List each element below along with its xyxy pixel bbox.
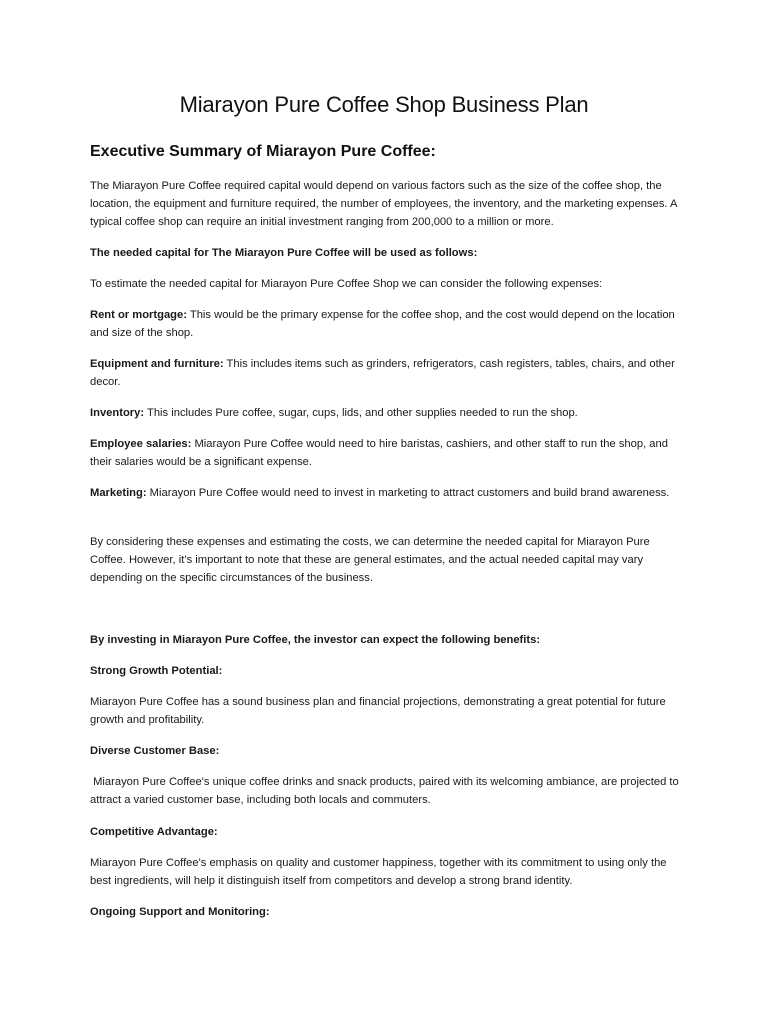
expense-inventory <box>90 404 682 422</box>
expense-marketing <box>90 484 682 502</box>
benefit-heading-support: Ongoing Support and Monitoring: <box>90 906 270 918</box>
expense-text: Miarayon Pure Coffee would need to hire baristas, cashiers, and other staff to run the shop, and their salaries would be a significant expense. <box>90 438 668 468</box>
expense-label: Employee salaries: <box>90 438 192 450</box>
expense-label: Inventory: <box>90 407 145 419</box>
page-title: Miarayon Pure Coffee Shop Business Plan <box>179 92 589 117</box>
expense-label: Equipment and furniture: <box>90 358 224 370</box>
benefit-heading-customers: Diverse Customer Base: <box>90 745 220 757</box>
expense-text: This includes items such as grinders, refrigerators, cash registers, tables, chairs, and other decor. <box>90 358 675 388</box>
expense-label: Rent or mortgage: <box>90 309 187 321</box>
expense-text: This would be the primary expense for the coffee shop, and the cost would depend on the location and size of the shop. <box>90 309 675 339</box>
expense-text: Miarayon Pure Coffee would need to invest in marketing to attract customers and build brand awareness. <box>146 487 670 499</box>
expense-salaries <box>90 435 682 471</box>
benefit-heading-growth: Strong Growth Potential: <box>90 665 223 677</box>
benefit-text-customers: Miarayon Pure Coffee's unique coffee drinks and snack products, paired with its welcoming ambiance, are projected to attract a varied customer base, including both locals and commuters. <box>90 776 682 806</box>
capital-intro-paragraph: To estimate the needed capital for Miarayon Pure Coffee Shop we can consider the following expenses: <box>90 278 603 290</box>
benefits-heading: By investing in Miarayon Pure Coffee, the investor can expect the following benefits: <box>90 634 541 646</box>
expense-text: This includes Pure coffee, sugar, cups, lids, and other supplies needed to run the shop. <box>144 407 578 419</box>
benefit-text-advantage: Miarayon Pure Coffee's emphasis on quality and customer happiness, together with its commitment to using only the best ingredients, will help it distinguish itself from competitors and develop a strong brand identity. <box>90 857 667 887</box>
intro-paragraph: The Miarayon Pure Coffee required capital would depend on various factors such as the size of the coffee shop, the location, the equipment and furniture required, the number of employees, the inventory, and the marketing expenses. A typical coffee shop can require an initial investment ranging from 200,000 to a million or more. <box>90 180 677 228</box>
capital-heading: The needed capital for The Miarayon Pure Coffee will be used as follows: <box>90 247 478 259</box>
section-heading: Executive Summary of Miarayon Pure Coffee: <box>90 143 436 160</box>
expense-label: Marketing: <box>90 487 147 499</box>
benefit-heading-advantage: Competitive Advantage: <box>90 826 218 838</box>
expense-rent <box>90 306 682 342</box>
expenses-conclusion-paragraph: By considering these expenses and estimating the costs, we can determine the needed capital for Miarayon Pure Coffee. However, it’s important to note that these are general estimates, and the actual needed capital may vary depending on the specific circumstances of the business. <box>90 536 650 584</box>
benefit-text-growth: Miarayon Pure Coffee has a sound business plan and financial projections, demonstrating a great potential for future growth and profitability. <box>90 696 666 726</box>
expense-equipment <box>90 355 682 391</box>
